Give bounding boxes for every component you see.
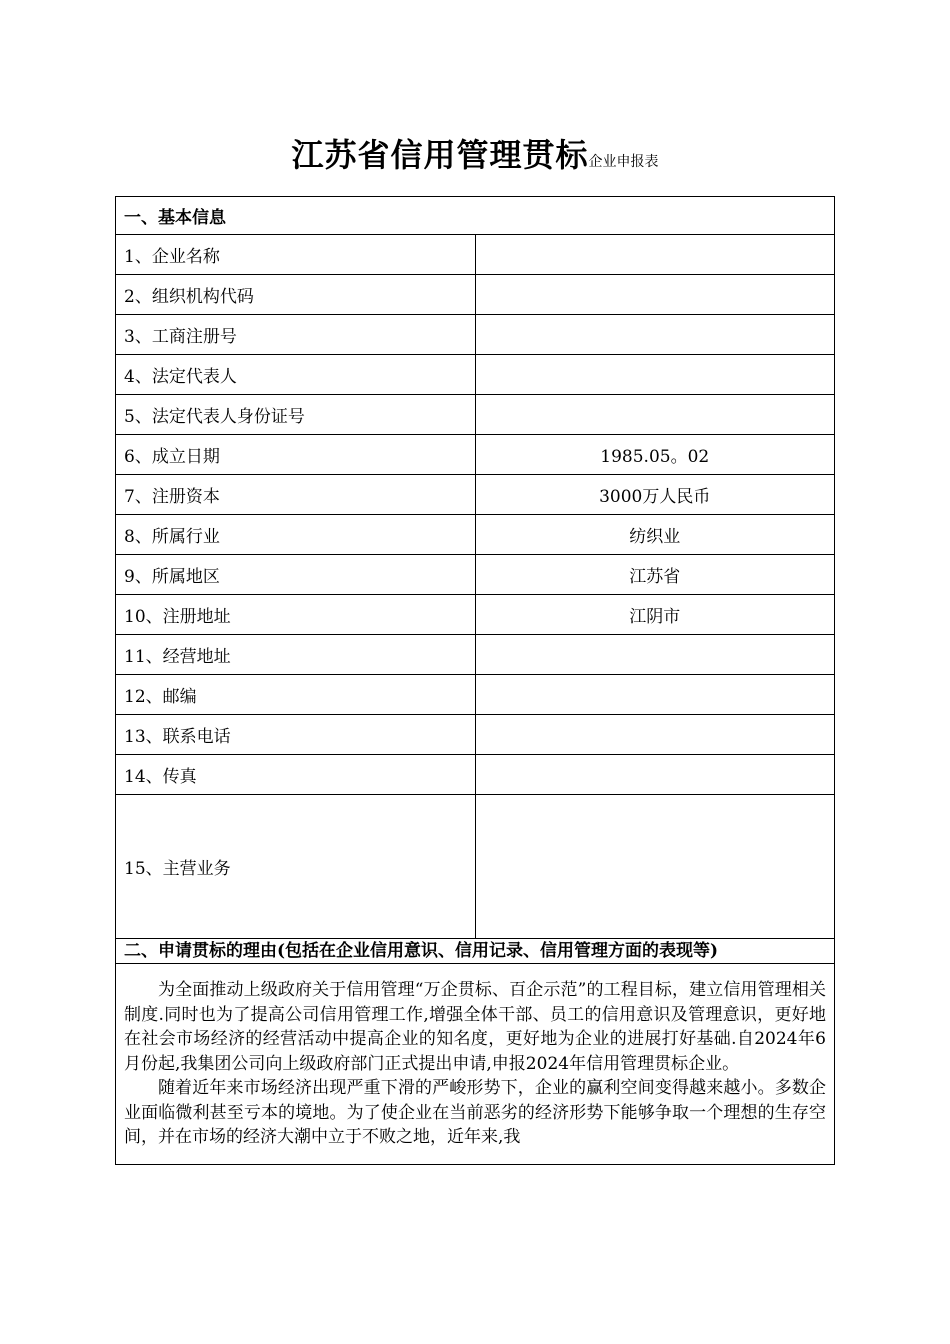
row-legal-rep — [116, 355, 835, 395]
section2-body-row — [116, 964, 835, 1165]
label-org-code: 2、组织机构代码 — [116, 275, 476, 315]
value-fax[interactable] — [475, 755, 835, 795]
row-phone — [116, 715, 835, 755]
label-founding-date: 6、成立日期 — [116, 435, 476, 475]
row-company-name — [116, 235, 835, 275]
section2-heading: 二、申请贯标的理由(包括在企业信用意识、信用记录、信用管理方面的表现等) — [116, 939, 835, 964]
row-org-code — [116, 275, 835, 315]
value-main-business[interactable] — [475, 795, 835, 939]
document-title — [0, 130, 950, 176]
label-company-name: 1、企业名称 — [116, 235, 476, 275]
row-legal-rep-id — [116, 395, 835, 435]
value-legal-rep[interactable] — [475, 355, 835, 395]
value-business-address[interactable] — [475, 635, 835, 675]
value-legal-rep-id[interactable] — [475, 395, 835, 435]
label-industry: 8、所属行业 — [116, 515, 476, 555]
label-region: 9、所属地区 — [116, 555, 476, 595]
label-registered-capital: 7、注册资本 — [116, 475, 476, 515]
row-industry — [116, 515, 835, 555]
row-registered-address — [116, 595, 835, 635]
value-region[interactable]: 江苏省 — [475, 555, 835, 595]
label-registered-address: 10、注册地址 — [116, 595, 476, 635]
value-phone[interactable] — [475, 715, 835, 755]
title-sub: 企业申报表 — [588, 154, 659, 170]
value-postcode[interactable] — [475, 675, 835, 715]
value-registered-capital[interactable]: 3000万人民币 — [475, 475, 835, 515]
label-legal-rep: 4、法定代表人 — [116, 355, 476, 395]
application-form-table — [115, 196, 835, 1165]
value-founding-date[interactable]: 1985.05。02 — [475, 435, 835, 475]
reason-paragraph: 为全面推动上级政府关于信用管理“万企贯标、百企示范”的工程目标，建立信用管理相关制度.同时也为了提高公司信用管理工作,增强全体干部、员工的信用意识及管理意识，更好地在社会市场经济的经营活动中提高企业的知名度，更好地为企业的进展打好基础.自2024年6月份起,我集团公司向上级政府部门正式提出申请,申报2024年信用管理贯标企业。 — [124, 980, 826, 1074]
row-business-address — [116, 635, 835, 675]
value-business-reg-no[interactable] — [475, 315, 835, 355]
row-business-reg-no — [116, 315, 835, 355]
row-region — [116, 555, 835, 595]
reason-paragraph: 随着近年来市场经济出现严重下滑的严峻形势下，企业的赢利空间变得越来越小。多数企业面临微利甚至亏本的境地。为了使企业在当前恶劣的经济形势下能够争取一个理想的生存空间，并在市场的经济大潮中立于不败之地，近年来,我 — [124, 1078, 826, 1148]
value-company-name[interactable] — [475, 235, 835, 275]
row-fax — [116, 755, 835, 795]
section2-body[interactable] — [116, 964, 835, 1165]
label-phone: 13、联系电话 — [116, 715, 476, 755]
row-main-business — [116, 795, 835, 939]
section2-heading-row — [116, 939, 835, 964]
row-founding-date — [116, 435, 835, 475]
label-business-address: 11、经营地址 — [116, 635, 476, 675]
label-main-business: 15、主营业务 — [116, 795, 476, 939]
row-postcode — [116, 675, 835, 715]
label-legal-rep-id: 5、法定代表人身份证号 — [116, 395, 476, 435]
section1-heading-row — [116, 197, 835, 235]
title-main: 江苏省信用管理贯标 — [291, 136, 589, 174]
value-industry[interactable]: 纺织业 — [475, 515, 835, 555]
label-fax: 14、传真 — [116, 755, 476, 795]
label-business-reg-no: 3、工商注册号 — [116, 315, 476, 355]
row-registered-capital — [116, 475, 835, 515]
label-postcode: 12、邮编 — [116, 675, 476, 715]
value-registered-address[interactable]: 江阴市 — [475, 595, 835, 635]
value-org-code[interactable] — [475, 275, 835, 315]
section1-heading: 一、基本信息 — [116, 197, 835, 235]
